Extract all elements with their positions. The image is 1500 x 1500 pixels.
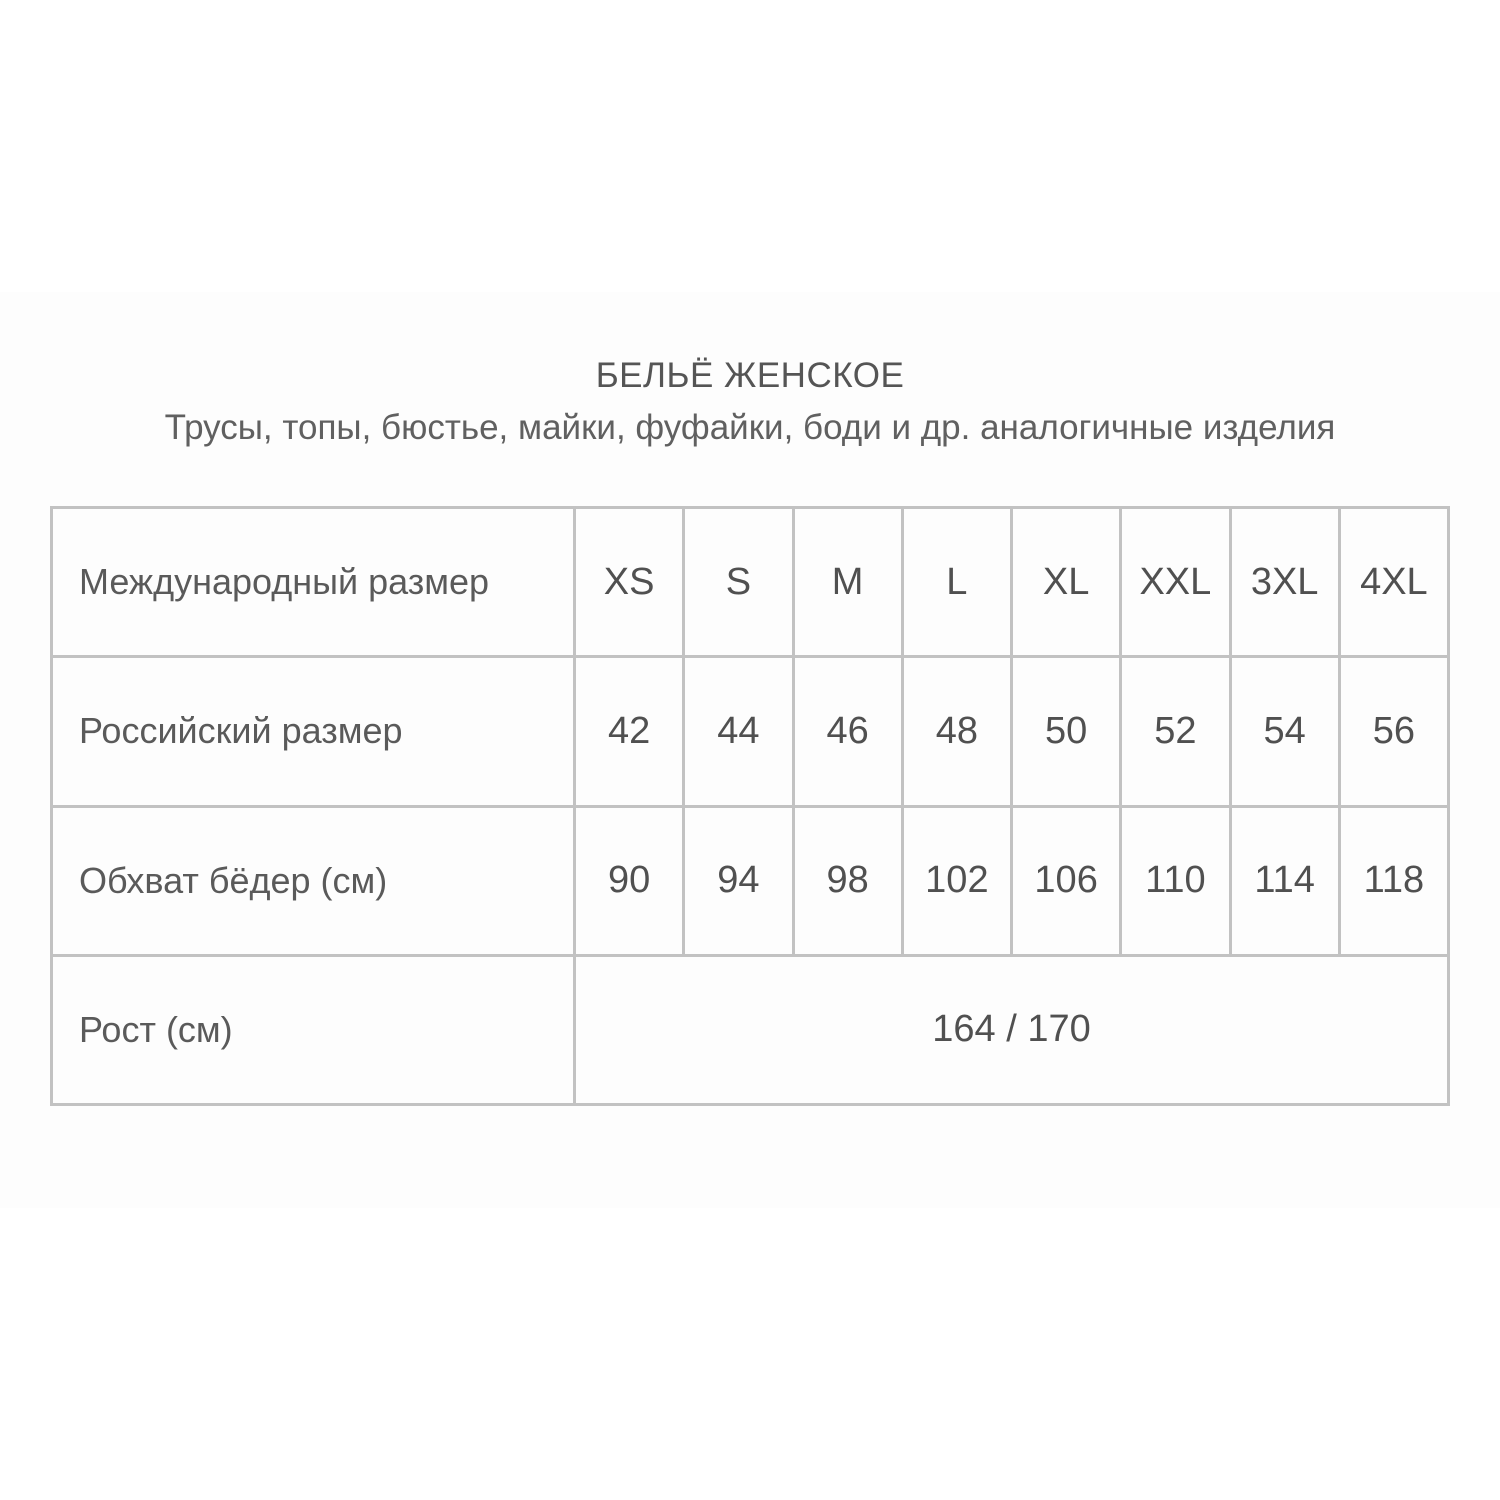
table-row-hip-girth [52,806,1449,955]
page-title: БЕЛЬЁ ЖЕНСКОЕ [595,356,905,395]
table-cell: 44 [684,657,793,806]
table-row-russian-size [52,657,1449,806]
table-cell: 52 [1121,657,1230,806]
row-label: Рост (см) [52,955,575,1104]
size-table [50,506,1450,1106]
table-cell: 110 [1121,806,1230,955]
table-cell: 118 [1339,806,1448,955]
table-cell: 48 [902,657,1011,806]
table-cell: 102 [902,806,1011,955]
table-cell: XXL [1121,508,1230,657]
table-cell: 106 [1012,806,1121,955]
table-cell: XL [1012,508,1121,657]
row-label: Российский размер [52,657,575,806]
table-cell: 3XL [1230,508,1339,657]
table-cell: 54 [1230,657,1339,806]
row-label: Обхват бёдер (см) [52,806,575,955]
table-cell: XS [575,508,684,657]
row-label: Международный размер [52,508,575,657]
table-cell: 50 [1012,657,1121,806]
table-cell: 114 [1230,806,1339,955]
table-cell: 94 [684,806,793,955]
table-cell: 46 [793,657,902,806]
table-cell: 56 [1339,657,1448,806]
table-cell: 90 [575,806,684,955]
table-cell: L [902,508,1011,657]
page-subtitle: Трусы, топы, бюстье, майки, фуфайки, боди и др. аналогичные изделия [164,408,1336,447]
height-value-cell: 164 / 170 [575,955,1449,1104]
table-cell: 98 [793,806,902,955]
table-cell: 42 [575,657,684,806]
table-row-height [52,955,1449,1104]
table-row-international-size [52,508,1449,657]
table-cell: S [684,508,793,657]
table-cell: M [793,508,902,657]
table-cell: 4XL [1339,508,1448,657]
